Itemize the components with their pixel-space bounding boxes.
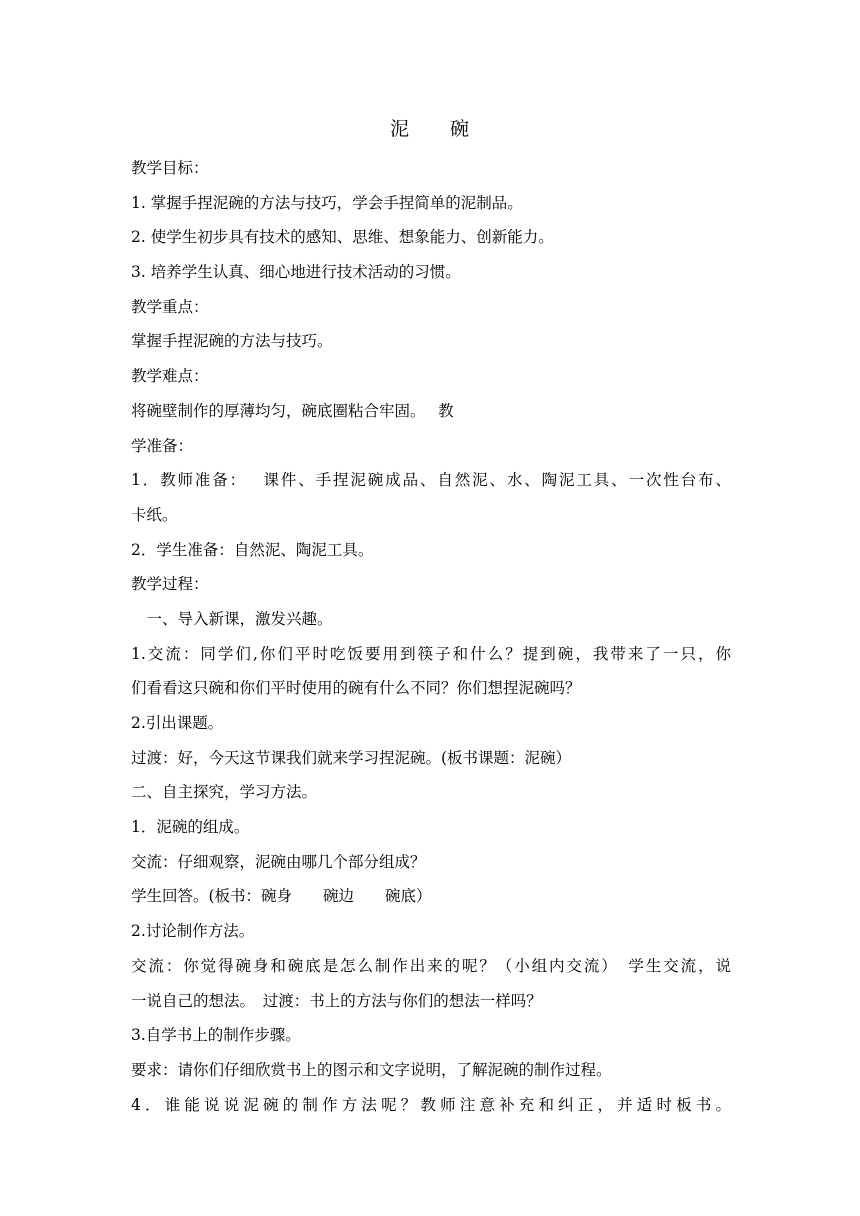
paragraph-line: 将碗壁制作的厚薄均匀，碗底圈粘合牢固。 教 bbox=[131, 401, 454, 420]
paragraph-line: 1．泥碗的组成。 bbox=[131, 818, 250, 837]
subsection-heading: 一、导入新课，激发兴趣。 bbox=[131, 609, 333, 628]
paragraph-line: 2.讨论制作方法。 bbox=[131, 922, 255, 941]
paragraph-line: 要求：请你们仔细欣赏书上的图示和文字说明，了解泥碗的制作过程。 bbox=[131, 1060, 612, 1079]
objective-item: 3. 培养学生认真、细心地进行技术活动的习惯。 bbox=[131, 263, 461, 282]
paragraph-line: 3.自学书上的制作步骤。 bbox=[131, 1026, 301, 1045]
paragraph-line: 4．谁能说说泥碗的制作方法呢？教师注意补充和纠正，并适时板书。 bbox=[131, 1095, 731, 1114]
objective-item: 2. 使学生初步具有技术的感知、思维、想象能力、创新能力。 bbox=[131, 228, 554, 247]
subsection-heading: 二、自主探究，学习方法。 bbox=[131, 783, 318, 802]
paragraph-line: 交流：你觉得碗身和碗底是怎么制作出来的呢？（小组内交流） 学生交流，说 bbox=[131, 956, 731, 975]
section-heading-process: 教学过程： bbox=[131, 575, 209, 594]
paragraph-line: 2.引出课题。 bbox=[131, 714, 224, 732]
page-title: 泥 碗 bbox=[389, 118, 470, 140]
section-heading-key-points: 教学重点： bbox=[131, 297, 209, 316]
paragraph-line: 掌握手捏泥碗的方法与技巧。 bbox=[131, 332, 333, 351]
paragraph-line: 1．教师准备： 课件、手捏泥碗成品、自然泥、水、陶泥工具、一次性台布、 bbox=[131, 471, 731, 490]
objective-item: 1. 掌握手捏泥碗的方法与技巧，学会手捏简单的泥制品。 bbox=[131, 193, 523, 212]
paragraph-line: 一说自己的想法。 过渡：书上的方法与你们的想法一样吗？ bbox=[131, 991, 542, 1010]
paragraph-line: 们看看这只碗和你们平时使用的碗有什么不同？你们想捏泥碗吗？ bbox=[131, 679, 581, 698]
section-heading-objectives: 教学目标： bbox=[131, 159, 209, 177]
document-body bbox=[131, 151, 731, 1122]
paragraph-line: 卡纸。 bbox=[131, 505, 178, 524]
paragraph-line: 过渡：好，今天这节课我们就来学习捏泥碗。(板书课题：泥碗） bbox=[131, 748, 572, 767]
paragraph-line: 交流：仔细观察，泥碗由哪几个部分组成？ bbox=[131, 852, 426, 871]
paragraph-line: 2．学生准备：自然泥、陶泥工具。 bbox=[131, 540, 374, 559]
section-heading-difficulties: 教学难点： bbox=[131, 367, 209, 386]
paragraph-line: 学生回答。(板书：碗身 碗边 碗底） bbox=[131, 887, 432, 906]
section-heading-preparation: 学准备： bbox=[131, 436, 194, 455]
paragraph-line: 1.交流：同学们,你们平时吃饭要用到筷子和什么？提到碗，我带来了一只，你 bbox=[131, 644, 731, 663]
